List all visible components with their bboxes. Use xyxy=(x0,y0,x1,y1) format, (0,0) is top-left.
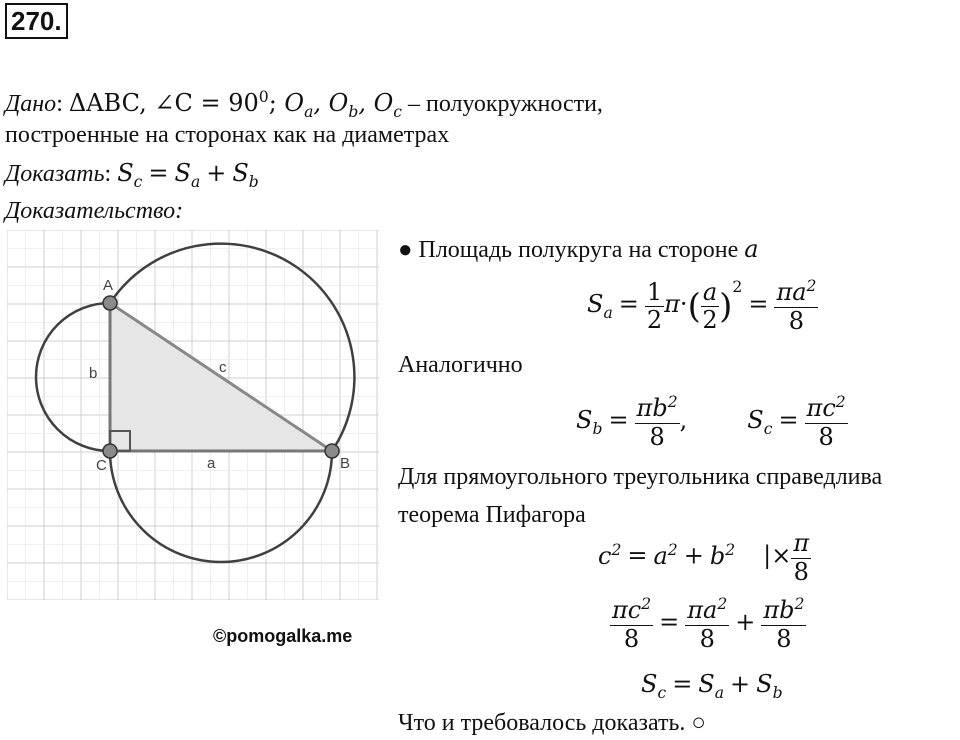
label-side-c: c xyxy=(219,359,227,376)
prove-label: Доказать xyxy=(5,161,105,187)
watermark: ©pomogalka.me xyxy=(213,626,353,646)
similarly-text: Аналогично xyxy=(398,352,523,378)
given-line-2: построенные на сторонах как на диаметрах xyxy=(5,122,450,148)
given-label: Дано xyxy=(5,91,57,117)
label-a: A xyxy=(103,277,114,294)
semicircle-a xyxy=(110,451,332,562)
figure xyxy=(7,230,379,600)
point-c xyxy=(103,444,117,458)
point-b xyxy=(325,444,339,458)
given-degree: 0 xyxy=(258,88,269,106)
pythagoras-line-2: теорема Пифагора xyxy=(398,502,586,528)
label-b: B xyxy=(340,455,351,472)
formula-sb-sc: $S_b$ = $\frac{\pi b^2}{8}$ , $S_c$ = $\frac{\pi c^2}{8}$ xyxy=(576,393,846,451)
formula-result: $S_c = S_a + S_b$ xyxy=(641,670,783,702)
prove-line: Доказать: $S_c = S_a + S_b$ xyxy=(5,159,259,191)
point-a xyxy=(103,296,117,310)
conclusion: Что и требовалось доказать. ○ xyxy=(398,710,706,736)
formula-pythagoras: $c^2 = a^2 + b^2$ |× $\frac{\pi}{8}$ xyxy=(598,529,810,586)
label-side-b: b xyxy=(89,365,98,382)
bullet-line: ● Площадь полукруга на стороне a xyxy=(398,235,759,263)
proof-label: Доказательство: xyxy=(5,198,184,224)
given-triangle: ΔABC, xyxy=(68,89,155,117)
label-side-a: a xyxy=(207,455,216,472)
formula-sa: $S_a$ = $\frac{1}{2}$ π·( $\frac{a}{2}$ )$^2$ = $\frac{\pi a^2}{8}$ xyxy=(587,277,817,335)
semicircle-b xyxy=(36,303,110,451)
given-angle: ∠C = 90 xyxy=(154,89,259,117)
given-line: Дано: ΔABC, ∠C = $90^0$; $O_a$, $O_b$, $O_c$ – полуокружности, xyxy=(5,88,603,121)
label-c: C xyxy=(96,457,107,474)
formula-multiplied: $\frac{\pi c^2}{8}$ = $\frac{\pi a^2}{8}$ + $\frac{\pi b^2}{8}$ xyxy=(612,595,805,653)
given-tail: – полуокружности, xyxy=(401,91,603,117)
pythagoras-line-1: Для прямоугольного треугольника справедлива xyxy=(398,464,883,490)
problem-number: 270. xyxy=(5,3,68,39)
